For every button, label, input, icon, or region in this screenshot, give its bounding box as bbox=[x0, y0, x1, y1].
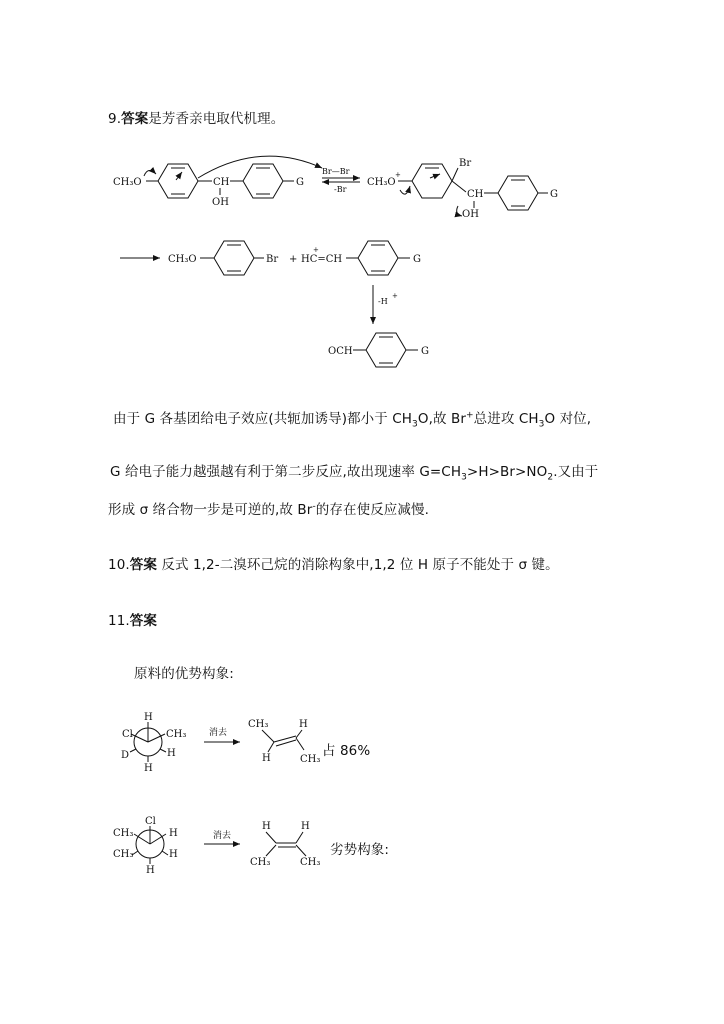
q11-answer-label: 答案 bbox=[129, 613, 157, 629]
reagent-1: 消去 bbox=[209, 728, 228, 738]
q9-para1-b: O,故 Br bbox=[417, 411, 466, 427]
q11-heading bbox=[108, 609, 157, 629]
minus-br-label: -Br bbox=[334, 185, 347, 194]
ch3o-label: CH₃O bbox=[113, 177, 142, 188]
benzene-ring bbox=[358, 241, 398, 275]
newman2-h-b: H bbox=[169, 849, 178, 860]
alkene1-h-tr: H bbox=[299, 719, 308, 730]
ch-label: CH bbox=[213, 177, 230, 188]
alkene2-ch3-br: CH₃ bbox=[300, 857, 321, 868]
newman2-ch3-a: CH₃ bbox=[113, 828, 134, 839]
q11-number: 11. bbox=[108, 613, 130, 629]
q9-text: 是芳香亲电取代机理。 bbox=[148, 111, 285, 127]
benzene-ring bbox=[158, 164, 198, 198]
oh-label: OH bbox=[212, 197, 229, 208]
plus-charge-2: + bbox=[313, 246, 319, 254]
br2-label: Br—Br bbox=[322, 167, 350, 176]
newman1-h-bottom: H bbox=[144, 763, 153, 774]
g-label-2: G bbox=[550, 189, 558, 200]
sub-2: 2 bbox=[547, 472, 554, 483]
benzene-ring bbox=[243, 164, 283, 198]
alkene2-h-tl: H bbox=[262, 821, 271, 832]
newman2-h-a: H bbox=[169, 828, 178, 839]
q10-answer-label: 答案 bbox=[129, 557, 157, 573]
newman2-cl: Cl bbox=[145, 816, 156, 827]
q9-para3-b: 的存在使反应减慢. bbox=[315, 502, 429, 518]
ch-label-2: CH bbox=[467, 189, 484, 200]
newman1-h-right: H bbox=[167, 748, 176, 759]
alkene2-ch3-bl: CH₃ bbox=[250, 857, 271, 868]
q11-intro: 原料的优势构象: bbox=[134, 666, 234, 682]
sup-minus: - bbox=[312, 501, 316, 512]
g-label: G bbox=[296, 177, 304, 188]
plus-charge: + bbox=[395, 171, 401, 179]
q9-answer-label: 答案 bbox=[121, 111, 149, 127]
q9-paragraph-1 bbox=[113, 407, 592, 430]
g-label-3: G bbox=[413, 254, 421, 265]
q9-para1-d: O 对位, bbox=[544, 411, 592, 427]
reagent-2: 消去 bbox=[213, 831, 232, 841]
sub-3: 3 bbox=[412, 419, 418, 430]
newman1-h-top: H bbox=[144, 712, 153, 723]
scheme1-products bbox=[120, 241, 429, 367]
scheme1-reactant bbox=[113, 156, 322, 208]
alkene1-ch3-br: CH₃ bbox=[300, 754, 321, 765]
benzene-ring bbox=[214, 241, 254, 275]
sub-3: 3 bbox=[538, 419, 545, 430]
curved-arrow bbox=[144, 170, 156, 176]
sigma-complex bbox=[367, 158, 558, 220]
br-substituent: Br bbox=[459, 158, 472, 169]
benzene-ring bbox=[498, 176, 538, 210]
alkene-product-1 bbox=[248, 719, 320, 765]
alkene1-ch3: CH₃ bbox=[248, 719, 269, 730]
newman1-ch3: CH₃ bbox=[166, 729, 187, 740]
cyclohexadienyl-ring bbox=[412, 164, 452, 198]
newman1-d: D bbox=[121, 750, 130, 761]
equilibrium-arrow bbox=[322, 167, 360, 194]
q9-para2-a: G 给电子能力越强越有利于第二步反应,故出现速率 G=CH bbox=[110, 464, 462, 480]
newman1-cl: Cl bbox=[122, 729, 133, 740]
alkene2-h-tr: H bbox=[301, 821, 310, 832]
newman2-ch3-b: CH₃ bbox=[113, 849, 134, 860]
sup-plus: + bbox=[466, 410, 474, 421]
g-label-4: G bbox=[421, 346, 429, 357]
minus-h-label: -H bbox=[378, 297, 388, 306]
q9-para1-a: 由于 G 各基团给电子效应(共轭加诱导)都小于 CH bbox=[113, 411, 413, 427]
ch3o-plus-label: CH₃O bbox=[367, 177, 396, 188]
oh-label-2: OH bbox=[462, 209, 479, 220]
q10-number: 10. bbox=[108, 557, 130, 573]
och-label: OCH bbox=[328, 346, 353, 357]
q10-line bbox=[108, 553, 559, 573]
q11-minor-conformation: 劣势构象: bbox=[330, 842, 390, 858]
plus-sign: + bbox=[289, 254, 298, 265]
newman-projection-1 bbox=[121, 712, 186, 774]
q9-para3-a: 形成 σ 络合物一步是可逆的,故 Br bbox=[108, 502, 313, 518]
alkene-product-2 bbox=[250, 821, 320, 868]
attack-arrow bbox=[198, 156, 322, 178]
q9-paragraph-2 bbox=[110, 460, 599, 483]
hc-ch-label: HC=CH bbox=[301, 254, 343, 265]
q10-text: 反式 1,2-二溴环己烷的消除构象中,1,2 位 H 原子不能处于 σ 键。 bbox=[156, 557, 559, 573]
q11-yield: 占 86% bbox=[322, 743, 371, 759]
sub-3: 3 bbox=[461, 472, 467, 483]
q9-paragraph-3 bbox=[108, 498, 429, 518]
q9-para2-c: .又由于 bbox=[553, 464, 599, 480]
product-ch3o-label: CH₃O bbox=[168, 254, 197, 265]
plus-charge-3: + bbox=[392, 292, 398, 300]
q9-para2-b: >H>Br>NO bbox=[466, 464, 548, 480]
product-br-label: Br bbox=[266, 254, 279, 265]
alkene1-h-bl: H bbox=[262, 753, 271, 764]
q9-number: 9. bbox=[108, 111, 122, 127]
benzene-ring bbox=[366, 333, 406, 367]
newman2-h-bottom: H bbox=[146, 865, 155, 876]
elimination-arrow-2 bbox=[204, 829, 240, 844]
elimination-arrow-1 bbox=[204, 726, 240, 742]
q9-para1-c: 总进攻 CH bbox=[473, 411, 539, 427]
newman-projection-2 bbox=[113, 816, 178, 876]
